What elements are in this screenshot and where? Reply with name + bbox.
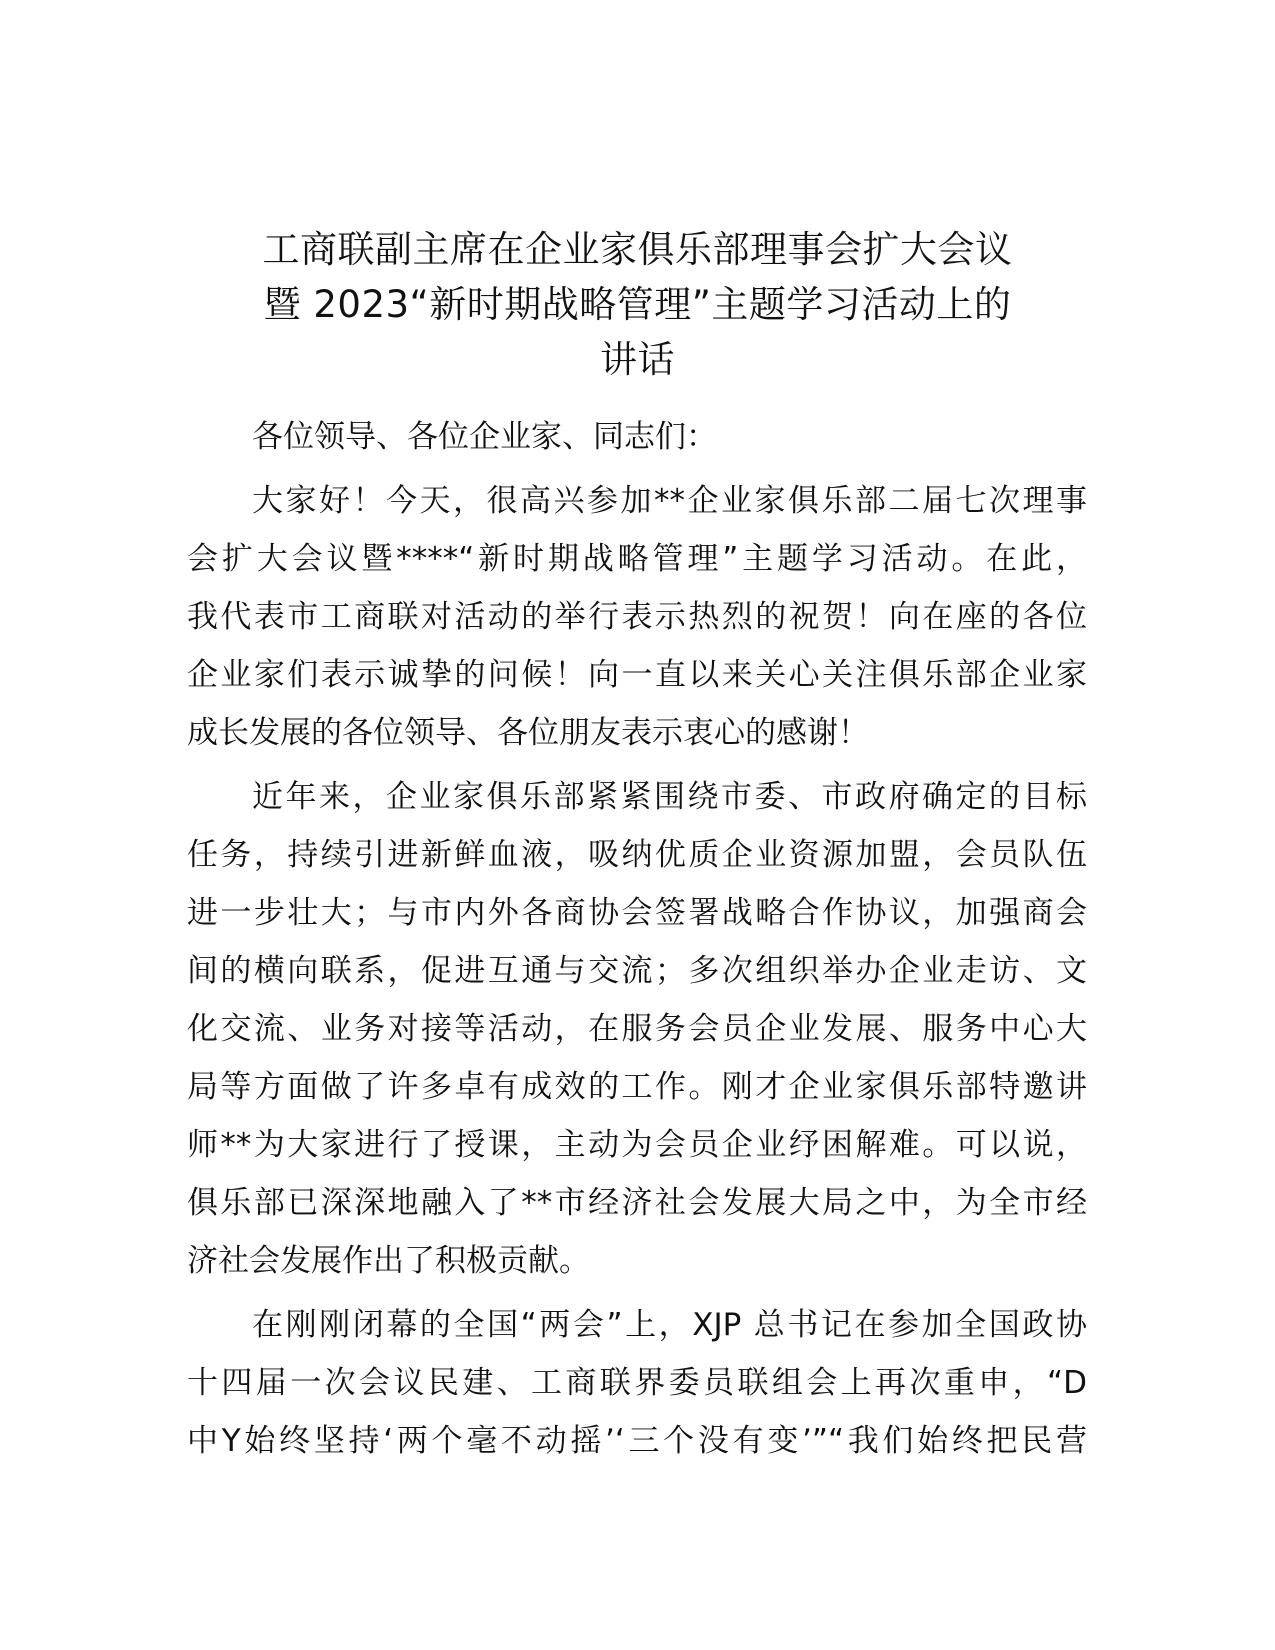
paragraph-line: 化交流、业务对接等活动，在服务会员企业发展、服务中心大	[187, 1011, 1087, 1047]
paragraph-line: 会扩大会议暨****“新时期战略管理”主题学习活动。在此，	[187, 541, 1087, 577]
paragraph-line: 在刚刚闭幕的全国“两会”上，XJP 总书记在参加全国政协	[252, 1307, 1087, 1343]
paragraph-line: 间的横向联系，促进互通与交流；多次组织举办企业走访、文	[187, 953, 1087, 989]
paragraph-line: 近年来，企业家俱乐部紧紧围绕市委、市政府确定的目标	[252, 779, 1087, 815]
paragraph-line: 中Y始终坚持‘两个毫不动摇’‘三个没有变’”“我们始终把民营	[187, 1423, 1087, 1459]
paragraph-line: 成长发展的各位领导、各位朋友表示衷心的感谢！	[187, 715, 869, 751]
paragraph-greeting	[187, 472, 1087, 762]
paragraph-line: 俱乐部已深深地融入了**市经济社会发展大局之中，为全市经	[187, 1185, 1087, 1221]
paragraph-achievements	[187, 768, 1087, 1290]
document-body	[187, 408, 1087, 1476]
paragraph-salutation	[187, 408, 1087, 466]
paragraph-line: 十四届一次会议民建、工商联界委员联组会上再次重申，“D	[187, 1365, 1087, 1401]
paragraph-line: 企业家们表示诚挚的问候！向一直以来关心关注俱乐部企业家	[187, 657, 1087, 693]
paragraph-line: 进一步壮大；与市内外各商协会签署战略合作协议，加强商会	[187, 895, 1087, 931]
title-line: 讲话	[600, 338, 675, 381]
paragraph-two-sessions	[187, 1296, 1087, 1470]
title-line: 暨 2023“新时期战略管理”主题学习活动上的	[263, 283, 1012, 326]
paragraph-line: 局等方面做了许多卓有成效的工作。刚才企业家俱乐部特邀讲	[187, 1069, 1087, 1105]
paragraph-line: 各位领导、各位企业家、同志们：	[252, 419, 717, 455]
title-line: 工商联副主席在企业家俱乐部理事会扩大会议	[262, 228, 1013, 271]
document-title	[180, 222, 1095, 387]
paragraph-line: 我代表市工商联对活动的举行表示热烈的祝贺！向在座的各位	[187, 599, 1087, 635]
paragraph-line: 任务，持续引进新鲜血液，吸纳优质企业资源加盟，会员队伍	[187, 837, 1087, 873]
paragraph-line: 师**为大家进行了授课，主动为会员企业纾困解难。可以说，	[187, 1127, 1087, 1163]
paragraph-line: 济社会发展作出了积极贡献。	[187, 1243, 590, 1279]
paragraph-line: 大家好！今天，很高兴参加**企业家俱乐部二届七次理事	[252, 483, 1087, 519]
